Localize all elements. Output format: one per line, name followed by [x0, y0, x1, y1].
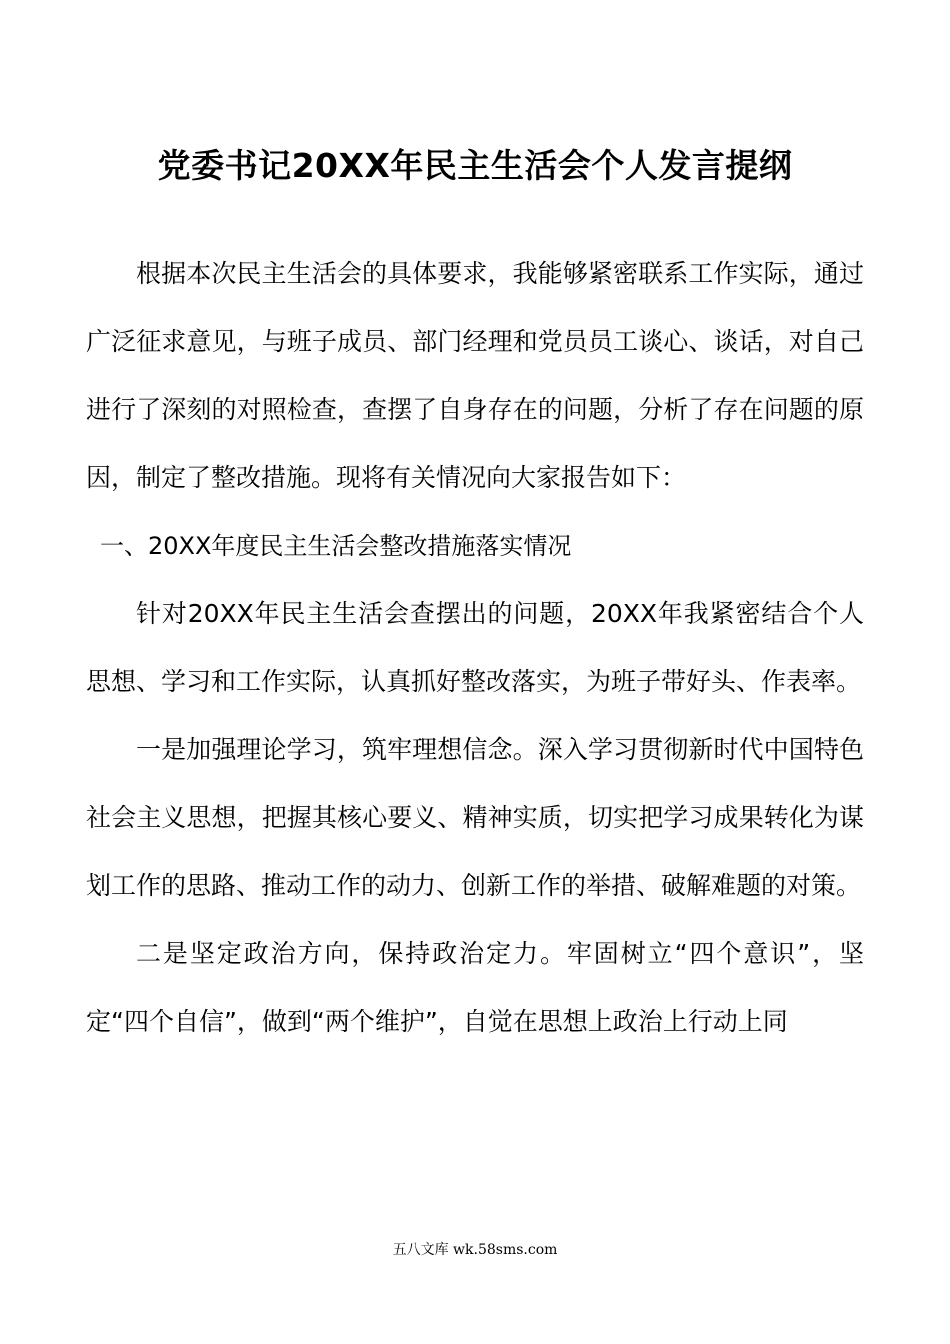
document-body: [86, 240, 864, 1056]
document-title: 党委书记20XX年民主生活会个人发言提纲: [157, 146, 793, 185]
section-heading-1: 一、20XX年度民主生活会整改措施落实情况: [100, 532, 572, 560]
point-paragraph-1: 一是加强理论学习，筑牢理想信念。深入学习贯彻新时代中国特色社会主义思想，把握其核心要义、精神实质，切实把学习成果转化为谋划工作的思路、推动工作的动力、创新工作的举措、破解难题的对策。: [86, 735, 864, 900]
section-paragraph: 针对20XX年民主生活会查摆出的问题，20XX年我紧密结合个人思想、学习和工作实际，认真抓好整改落实，为班子带好头、作表率。: [86, 599, 864, 696]
point-paragraph-2: 二是坚定政治方向，保持政治定力。牢固树立“四个意识”，坚定“四个自信”，做到“两个维护”，自觉在思想上政治上行动上同: [86, 939, 864, 1036]
intro-paragraph: 根据本次民主生活会的具体要求，我能够紧密联系工作实际，通过广泛征求意见，与班子成员、部门经理和党员员工谈心、谈话，对自己进行了深刻的对照检查，查摆了自身存在的问题，分析了存在问题的原因，制定了整改措施。现将有关情况向大家报告如下：: [86, 259, 864, 492]
page-footer-watermark: 五八文库 wk.58sms.com: [392, 1242, 558, 1258]
